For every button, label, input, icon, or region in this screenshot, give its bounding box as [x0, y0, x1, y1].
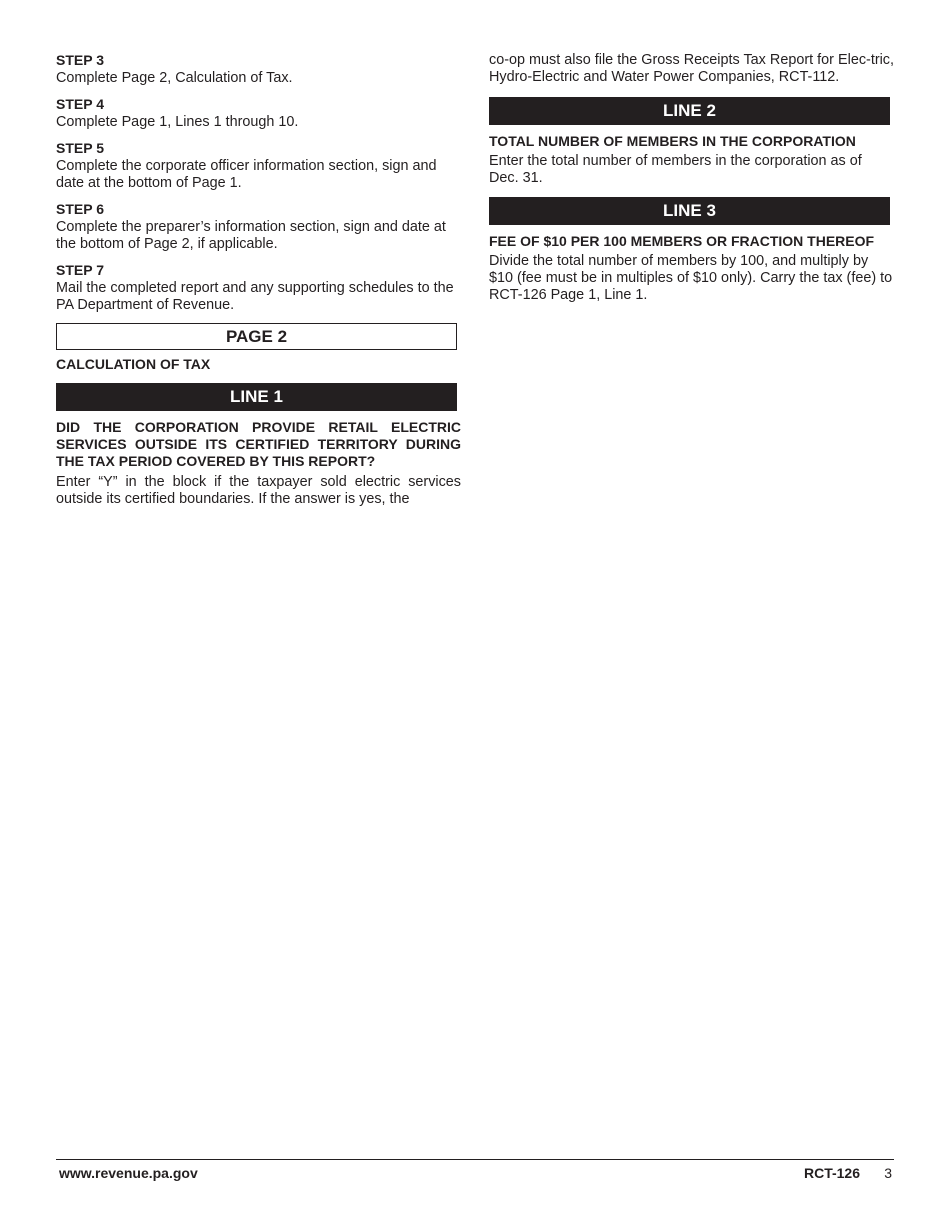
step-7 — [56, 262, 461, 314]
step-text: Complete Page 1, Lines 1 through 10. — [56, 114, 299, 130]
line-3-body: Divide the total number of members by 100, and multiply by $10 (fee must be in multiples of $10 only). Carry the tax (fee) to RCT-126 Page 1, Line 1. — [489, 253, 893, 303]
step-title: STEP 4 — [56, 96, 104, 112]
calculation-of-tax-heading: CALCULATION OF TAX — [56, 356, 211, 372]
line-2-heading: TOTAL NUMBER OF MEMBERS IN THE CORPORATION — [489, 133, 856, 149]
step-title: STEP 7 — [56, 262, 104, 278]
left-column — [56, 52, 461, 517]
footer-form-id: RCT-126 — [803, 1165, 860, 1181]
step-4 — [56, 96, 461, 131]
footer-page-number: 3 — [884, 1165, 892, 1181]
page-2-heading: PAGE 2 — [56, 323, 457, 350]
line-3-heading: FEE OF $10 PER 100 MEMBERS OR FRACTION THEREOF — [489, 233, 875, 249]
step-title: STEP 5 — [56, 140, 104, 156]
step-title: STEP 3 — [56, 52, 104, 68]
line-1-body: Enter “Y” in the block if the taxpayer sold electric services outside its certified boundaries. If the answer is yes, the — [56, 474, 461, 507]
line-2-bar: LINE 2 — [489, 97, 890, 125]
line-1-bar: LINE 1 — [56, 383, 457, 411]
line-2-body: Enter the total number of members in the corporation as of Dec. 31. — [489, 153, 862, 186]
line-3-bar: LINE 3 — [489, 197, 890, 225]
step-3 — [56, 52, 461, 87]
footer-website: www.revenue.pa.gov — [59, 1165, 198, 1181]
right-column — [489, 52, 894, 313]
step-5 — [56, 140, 461, 192]
page-footer — [56, 1159, 894, 1182]
step-6 — [56, 201, 461, 253]
step-text: Mail the completed report and any supporting schedules to the PA Department of Revenue. — [56, 280, 454, 313]
step-text: Complete Page 2, Calculation of Tax. — [56, 70, 293, 86]
step-text: Complete the preparer’s information section, sign and date at the bottom of Page 2, if applicable. — [56, 219, 446, 252]
step-text: Complete the corporate officer information section, sign and date at the bottom of Page 1. — [56, 158, 437, 191]
line-1-question: DID THE CORPORATION PROVIDE RETAIL ELECTRIC SERVICES OUTSIDE ITS CERTIFIED TERRITORY DURING THE TAX PERIOD COVERED BY THIS REPORT? — [56, 419, 461, 469]
step-title: STEP 6 — [56, 201, 104, 217]
line-1-continued: co-op must also file the Gross Receipts Tax Report for Elec-tric, Hydro-Electric and Water Power Companies, RCT-112. — [489, 52, 894, 85]
